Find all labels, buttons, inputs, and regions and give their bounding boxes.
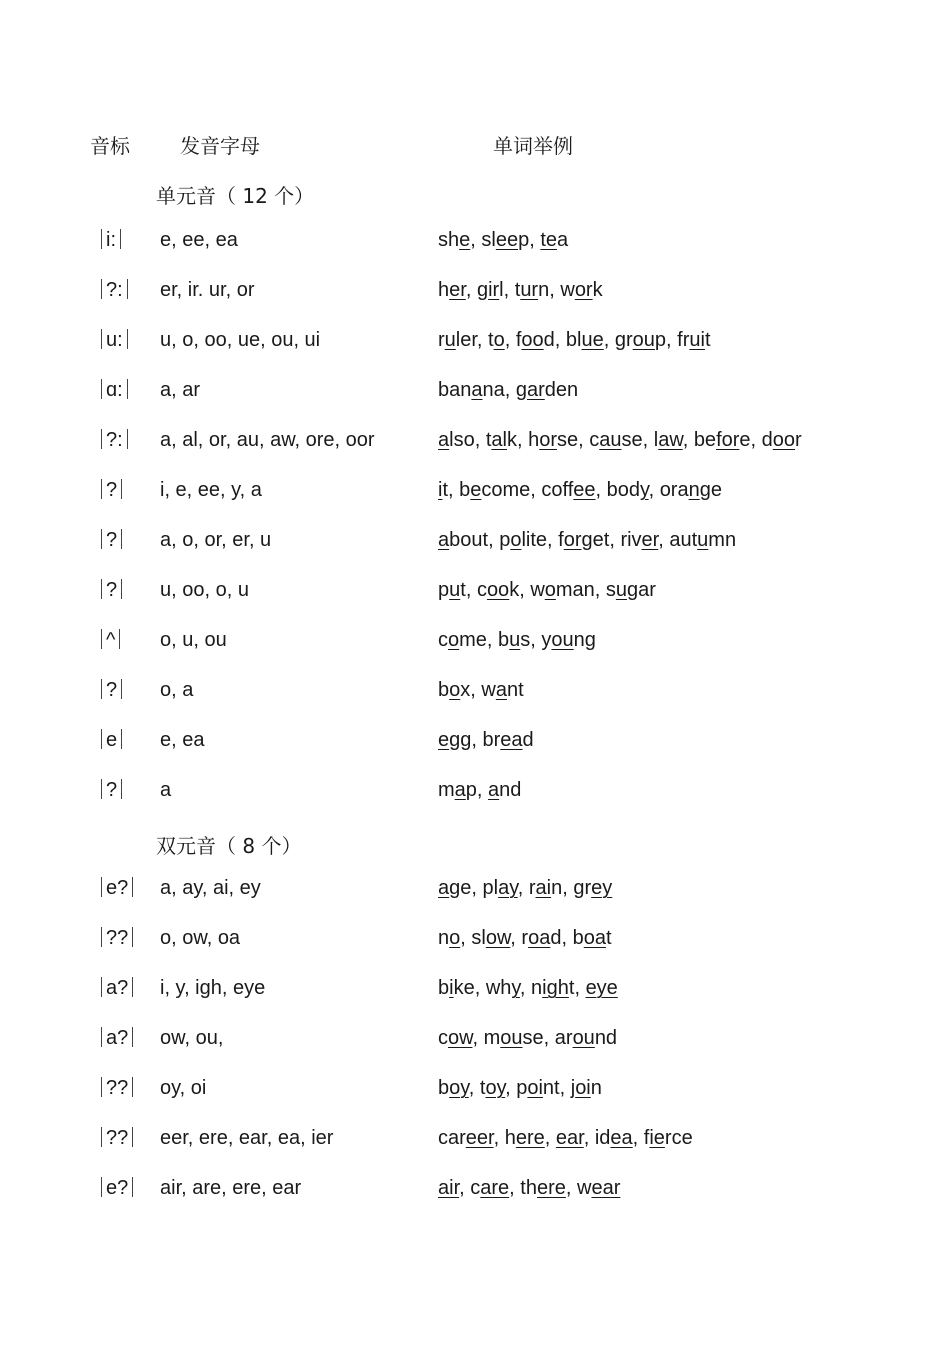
example-word: want [481,679,524,701]
pronunciation-letters: a, ay, ai, ey [160,877,261,899]
phonetic-symbol: a? [97,977,137,1000]
phonetic-row [0,429,950,459]
example-word: fierce [643,1127,693,1149]
example-word: become [459,479,531,501]
example-words: egg, bread [438,729,534,751]
phonetic-symbol: ? [97,779,126,802]
header-letters: 发音字母 [180,134,260,158]
pronunciation-letters: o, a [160,679,194,701]
phonetic-row [0,629,950,659]
example-word: cow [438,1027,473,1049]
example-word: polite [499,529,548,551]
pronunciation-letters: o, ow, oa [160,927,241,949]
example-words: banana, garden [438,379,579,401]
example-word: turn [514,279,550,301]
example-word: care [470,1177,510,1199]
example-word: point [516,1077,560,1099]
example-word: box [438,679,471,701]
example-words: ruler, to, food, blue, group, fruit [438,329,711,351]
pronunciation-letters: i, e, ee, y, a [160,479,262,501]
example-word: and [488,779,522,801]
phonetic-symbol: ?: [97,429,132,452]
example-word: girl [476,279,504,301]
example-word: also [438,429,475,451]
section-title-diphthongs: 双元音（ 8 个） [156,834,302,858]
example-word: fruit [677,329,711,351]
phonetic-symbol: ɑ: [97,379,132,402]
example-word: ruler [438,329,477,351]
example-word: it [438,479,449,501]
example-word: put [438,579,466,601]
example-word: toy [479,1077,506,1099]
example-word: work [560,279,603,301]
example-words: also, talk, horse, cause, law, before, door [438,429,802,451]
example-word: sugar [605,579,656,601]
example-word: ear [555,1127,584,1149]
phonetic-row [0,229,950,259]
example-word: garden [515,379,579,401]
phonetic-row [0,679,950,709]
example-words: air, care, there, wear [438,1177,621,1199]
header-phonetic: 音标 [90,134,130,158]
example-word: sleep [481,229,530,251]
example-words: it, become, coffee, body, orange [438,479,722,501]
pronunciation-letters: e, ee, ea [160,229,238,251]
example-words: boy, toy, point, join [438,1077,602,1099]
example-words: come, bus, young [438,629,596,651]
phonetic-symbol: ?? [97,927,137,950]
example-word: wear [577,1177,621,1199]
phonetic-row [0,329,950,359]
pronunciation-letters: a, ar [160,379,201,401]
phonetic-symbol: e? [97,877,137,900]
example-words: career, here, ear, idea, fierce [438,1127,693,1149]
phonetic-symbol: ?: [97,279,132,302]
phonetic-symbol: i: [97,229,125,252]
example-word: forget [558,529,610,551]
example-words: about, polite, forget, river, autumn [438,529,737,551]
example-word: eye [585,977,618,999]
example-word: before [693,429,751,451]
phonetic-symbol: ?? [97,1077,137,1100]
phonetic-symbol: ?? [97,1127,137,1150]
pronunciation-letters: u, oo, o, u [160,579,249,601]
example-words: age, play, rain, grey [438,877,613,899]
example-word: rain [528,877,563,899]
example-word: woman [530,579,595,601]
phonetic-row [0,1127,950,1157]
example-word: no [438,927,461,949]
example-word: play [482,877,518,899]
example-word: law [653,429,683,451]
pronunciation-letters: air, are, ere, ear [160,1177,302,1199]
header-examples: 单词举例 [493,134,573,158]
pronunciation-letters: a, o, or, er, u [160,529,272,551]
example-word: boy [438,1077,469,1099]
phonetic-symbol: ? [97,479,126,502]
example-word: why [485,977,520,999]
pronunciation-letters: a [160,779,172,801]
example-word: orange [659,479,722,501]
phonetic-symbol: ^ [97,629,124,652]
pronunciation-letters: i, y, igh, eye [160,977,266,999]
phonetic-symbol: e [97,729,126,752]
example-words: no, slow, road, boat [438,927,612,949]
example-word: grey [573,877,613,899]
example-word: air [438,1177,460,1199]
phonetic-symbol: a? [97,1027,137,1050]
pronunciation-letters: eer, ere, ear, ea, ier [160,1127,334,1149]
example-word: to [488,329,505,351]
example-word: road [521,927,562,949]
example-words: map, and [438,779,522,801]
example-word: bread [482,729,534,751]
phonetic-symbol: u: [97,329,132,352]
example-word: idea [594,1127,633,1149]
example-word: talk [485,429,517,451]
example-word: here [504,1127,545,1149]
example-word: group [614,329,667,351]
example-word: slow [471,927,511,949]
pronunciation-letters: e, ea [160,729,205,751]
phonetic-row [0,529,950,559]
example-word: tea [540,229,569,251]
pronunciation-letters: er, ir. ur, or [160,279,255,301]
pronunciation-letters: a, al, or, au, aw, ore, oor [160,429,375,451]
example-words: bike, why, night, eye [438,977,618,999]
example-word: bike [438,977,475,999]
example-word: bus [498,629,531,651]
example-word: banana [438,379,505,401]
phonetic-row [0,927,950,957]
phonetic-symbol: e? [97,1177,137,1200]
section-title-monophthongs: 单元音（ 12 个） [156,184,315,208]
phonetic-row [0,1027,950,1057]
phonetic-row [0,479,950,509]
phonetic-symbol: ? [97,679,126,702]
phonetic-row [0,977,950,1007]
example-word: join [570,1077,602,1099]
phonetic-row [0,779,950,809]
example-words: her, girl, turn, work [438,279,603,301]
example-word: cook [476,579,520,601]
example-words: cow, mouse, around [438,1027,618,1049]
example-word: door [761,429,802,451]
example-word: blue [565,329,604,351]
example-word: cause [589,429,643,451]
phonetic-row [0,379,950,409]
phonetic-symbol: ? [97,579,126,602]
example-word: autumn [669,529,737,551]
example-words: box, want [438,679,524,701]
example-word: young [541,629,596,651]
example-word: map [438,779,477,801]
example-word: there [520,1177,566,1199]
example-words: put, cook, woman, sugar [438,579,656,601]
example-word: she [438,229,471,251]
phonetic-symbol: ? [97,529,126,552]
example-word: about [438,529,489,551]
example-word: egg [438,729,472,751]
pronunciation-letters: oy, oi [160,1077,207,1099]
example-word: boat [572,927,612,949]
example-word: age [438,877,472,899]
phonetic-row [0,877,950,907]
phonetic-row [0,579,950,609]
example-word: mouse [483,1027,544,1049]
pronunciation-letters: u, o, oo, ue, ou, ui [160,329,321,351]
example-word: her [438,279,466,301]
phonetic-row [0,729,950,759]
example-words: she, sleep, tea [438,229,569,251]
example-word: coffee [541,479,596,501]
example-word: come [438,629,487,651]
phonetic-row [0,279,950,309]
pronunciation-letters: o, u, ou [160,629,227,651]
example-word: career [438,1127,494,1149]
example-word: night [531,977,575,999]
example-word: horse [528,429,579,451]
example-word: around [554,1027,618,1049]
pronunciation-letters: ow, ou, [160,1027,224,1049]
phonetic-row [0,1077,950,1107]
example-word: food [515,329,555,351]
example-word: river [620,529,659,551]
phonetic-row [0,1177,950,1207]
example-word: body [606,479,649,501]
